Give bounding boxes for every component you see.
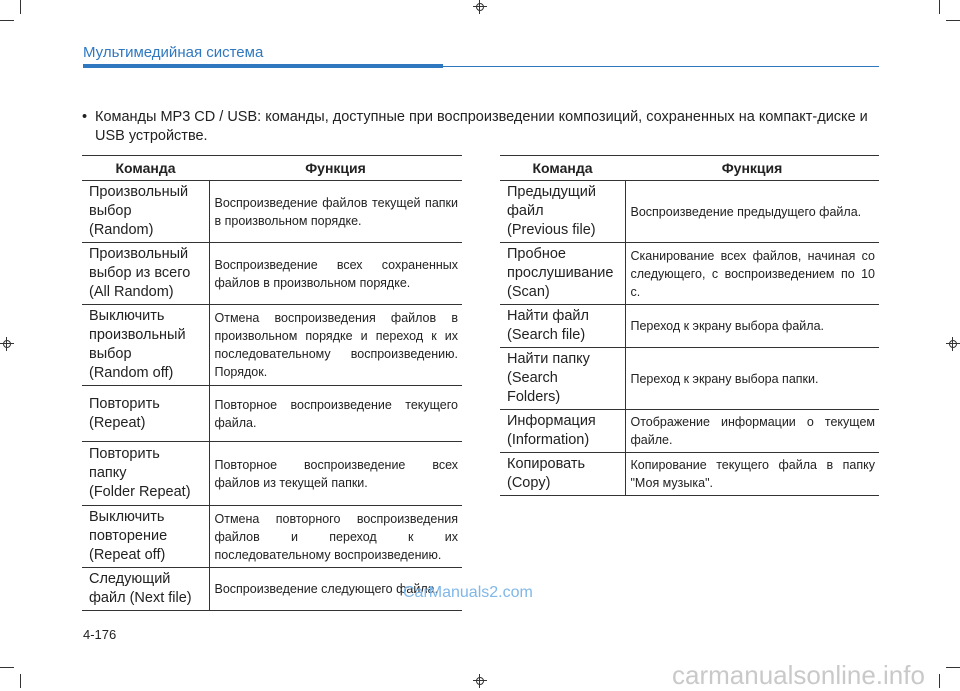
table-row (500, 410, 879, 453)
table-row (82, 442, 462, 506)
command-cell: Произвольный выбор из всего (All Random) (82, 243, 209, 305)
crop-mark (939, 674, 940, 688)
command-cell: Выключить повторение (Repeat off) (82, 506, 209, 568)
function-cell: Воспроизведение следующего файла. (209, 568, 462, 611)
header-bar (83, 64, 443, 68)
table-header-row (82, 156, 462, 181)
function-cell: Воспроизведение файлов текущей папки в произвольном порядке. (209, 181, 462, 243)
function-cell: Переход к экрану выбора файла. (625, 305, 879, 348)
function-cell: Переход к экрану выбора папки. (625, 348, 879, 410)
command-cell: Найти папку (Search Folders) (500, 348, 625, 410)
command-cell: Информация (Information) (500, 410, 625, 453)
registration-mark-right (946, 337, 960, 351)
watermark[interactable]: CarManuals2.com (403, 584, 533, 601)
command-cell: Повторить (Repeat) (82, 386, 209, 442)
function-cell: Сканирование всех файлов, начиная со следующего, с воспроизведением по 10 с. (625, 243, 879, 305)
intro-paragraph (82, 108, 882, 146)
function-cell: Копирование текущего файла в папку "Моя музыка". (625, 453, 879, 496)
commands-table-left (82, 155, 462, 611)
table-row (500, 305, 879, 348)
header-line (443, 66, 879, 67)
command-cell: Повторить папку (Folder Repeat) (82, 442, 209, 506)
function-cell: Отображение информации о текущем файле. (625, 410, 879, 453)
command-cell: Произвольный выбор (Random) (82, 181, 209, 243)
table-row (82, 305, 462, 386)
table-row (82, 506, 462, 568)
table-row (500, 453, 879, 496)
registration-mark-bottom (473, 674, 487, 688)
function-cell: Повторное воспроизведение текущего файла. (209, 386, 462, 442)
function-cell: Отмена воспроизведения файлов в произвольном порядке и переход к их последовательному воспроизведению. Порядок. (209, 305, 462, 386)
table-row (500, 243, 879, 305)
registration-mark-top (473, 0, 487, 14)
table-row (82, 243, 462, 305)
table-row (500, 348, 879, 410)
command-cell: Копировать (Copy) (500, 453, 625, 496)
table-header-row (500, 156, 879, 181)
crop-mark (20, 0, 21, 14)
function-cell: Воспроизведение всех сохраненных файлов в произвольном порядке. (209, 243, 462, 305)
crop-mark (939, 0, 940, 14)
command-cell: Пробное прослушивание (Scan) (500, 243, 625, 305)
crop-mark (20, 674, 21, 688)
registration-mark-left (0, 337, 14, 351)
column-header-function: Функция (625, 156, 879, 181)
site-watermark: carmanualsonline.info (672, 660, 925, 690)
column-header-command: Команда (500, 156, 625, 181)
crop-mark (0, 20, 14, 21)
command-cell: Выключить произвольный выбор (Random off) (82, 305, 209, 386)
page-number: 4-176 (83, 627, 117, 642)
function-cell: Воспроизведение предыдущего файла. (625, 181, 879, 243)
table-row (82, 386, 462, 442)
bullet: • (82, 109, 88, 125)
command-cell: Следующий файл (Next file) (82, 568, 209, 611)
crop-mark (0, 667, 14, 668)
section-title: Мультимедийная система (83, 44, 264, 61)
table-row (82, 181, 462, 243)
function-cell: Отмена повторного воспроизведения файлов и переход к их последовательному воспроизведению. (209, 506, 462, 568)
command-cell: Предыдущий файл (Previous file) (500, 181, 625, 243)
crop-mark (946, 20, 960, 21)
column-header-command: Команда (82, 156, 209, 181)
intro-text: Команды MP3 CD / USB: команды, доступные при воспроизведении композиций, сохраненных на компакт-диске и USB устройстве. (95, 109, 868, 144)
commands-table-right (500, 155, 879, 496)
table-row (500, 181, 879, 243)
column-header-function: Функция (209, 156, 462, 181)
function-cell: Повторное воспроизведение всех файлов из текущей папки. (209, 442, 462, 506)
crop-mark (946, 667, 960, 668)
command-cell: Найти файл (Search file) (500, 305, 625, 348)
